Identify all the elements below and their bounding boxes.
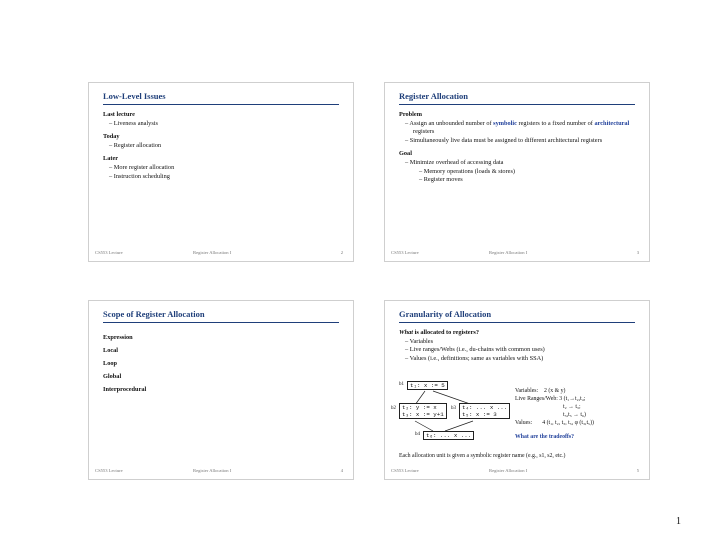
bullet-item: – Assign an unbounded number of symbolic registers to a fixed number of architectural registers	[405, 119, 630, 136]
sub-bullet-item: – Memory operations (loads & stores)	[419, 167, 516, 175]
section-heading: Goal	[399, 150, 412, 158]
slide-title: Register Allocation	[399, 91, 469, 101]
question: What is allocated to registers?	[399, 329, 479, 336]
block-label-b3: b3	[451, 406, 456, 411]
tradeoffs-question: What are the tradeoffs?	[515, 434, 574, 440]
section-heading: Last lecture	[103, 111, 135, 118]
bullet-item: – Live ranges/Webs (i.e., du-chains with common uses)	[405, 346, 545, 354]
footer-topic: Register Allocation I	[489, 250, 528, 255]
section-heading: Later	[103, 155, 119, 163]
slide-title: Granularity of Allocation	[399, 309, 492, 319]
footer-slide-number: 5	[636, 468, 639, 473]
title-divider	[103, 104, 339, 105]
slide-title: Low-Level Issues	[103, 91, 166, 101]
bullet-item: – Variables	[405, 337, 434, 345]
footer-course: CS553 Lecture	[95, 250, 123, 255]
scope-item-global: Global	[103, 373, 122, 380]
bullet-item: – Values (i.e., definitions; same as variables with SSA)	[405, 354, 544, 362]
slide-granularity-of-allocation	[384, 300, 650, 480]
page-number: 1	[676, 516, 681, 527]
bullet-item: – Minimize overhead of accessing data	[405, 158, 504, 166]
slide-register-allocation	[384, 82, 650, 262]
scope-item-loop: Loop	[103, 360, 117, 367]
footer-slide-number: 2	[340, 250, 343, 255]
section-heading: Today	[103, 133, 120, 141]
footer-topic: Register Allocation I	[193, 250, 232, 255]
block-label-b1: b1	[399, 382, 404, 387]
basic-block-b4: t₆: ... x ...	[423, 431, 474, 440]
sub-bullet-item: – Register moves	[419, 176, 463, 184]
slide-body	[103, 331, 343, 396]
slide-body	[399, 111, 639, 185]
footer-topic: Register Allocation I	[193, 468, 232, 473]
bullet-item: – Instruction scheduling	[109, 172, 170, 180]
footer-course: CS553 Lecture	[391, 468, 419, 473]
footer-topic: Register Allocation I	[489, 468, 528, 473]
section-heading: Problem	[399, 111, 422, 118]
slide-scope-of-register-allocation	[88, 300, 354, 480]
bullet-item: – More register allocation	[109, 163, 175, 171]
bullet-item: – Register allocation	[109, 141, 162, 149]
slide-body	[103, 111, 343, 181]
title-divider	[399, 104, 635, 105]
block-label-b4: b4	[415, 432, 420, 437]
footer-slide-number: 3	[636, 250, 639, 255]
footer-course: CS553 Lecture	[391, 250, 419, 255]
bullet-item: – Liveness analysis	[109, 119, 158, 127]
basic-block-b2: t₂: y := x t₃: x := y+1	[399, 403, 447, 419]
allocation-info: Variables: 2 (x & y) Live Ranges/Web: 3 (t₁→t₂,t₄; t₂ → t₃; t₃,t₅ → t₆) Values: 4 (t₁, t₂, t₃, t₅, φ (t₃,t₅)) What are the tradeoffs?	[515, 388, 594, 440]
scope-item-local: Local	[103, 347, 119, 354]
block-label-b2: b2	[391, 406, 396, 411]
footer-course: CS553 Lecture	[95, 468, 123, 473]
scope-item-expression: Expression	[103, 334, 133, 341]
slide-title: Scope of Register Allocation	[103, 309, 205, 319]
slide-low-level-issues	[88, 82, 354, 262]
title-divider	[103, 322, 339, 323]
footer-slide-number: 4	[340, 468, 343, 473]
basic-block-b3: t₄: ... x ... t₅: x := 3	[459, 403, 510, 419]
bullet-item: – Simultaneously live data must be assigned to different architectural registers	[405, 136, 603, 144]
allocation-note: Each allocation unit is given a symbolic register name (e.g., s1, s2, etc.)	[399, 453, 566, 459]
scope-item-interprocedural: Interprocedural	[103, 386, 147, 393]
basic-block-b1: t₁: x := 5	[407, 381, 448, 390]
